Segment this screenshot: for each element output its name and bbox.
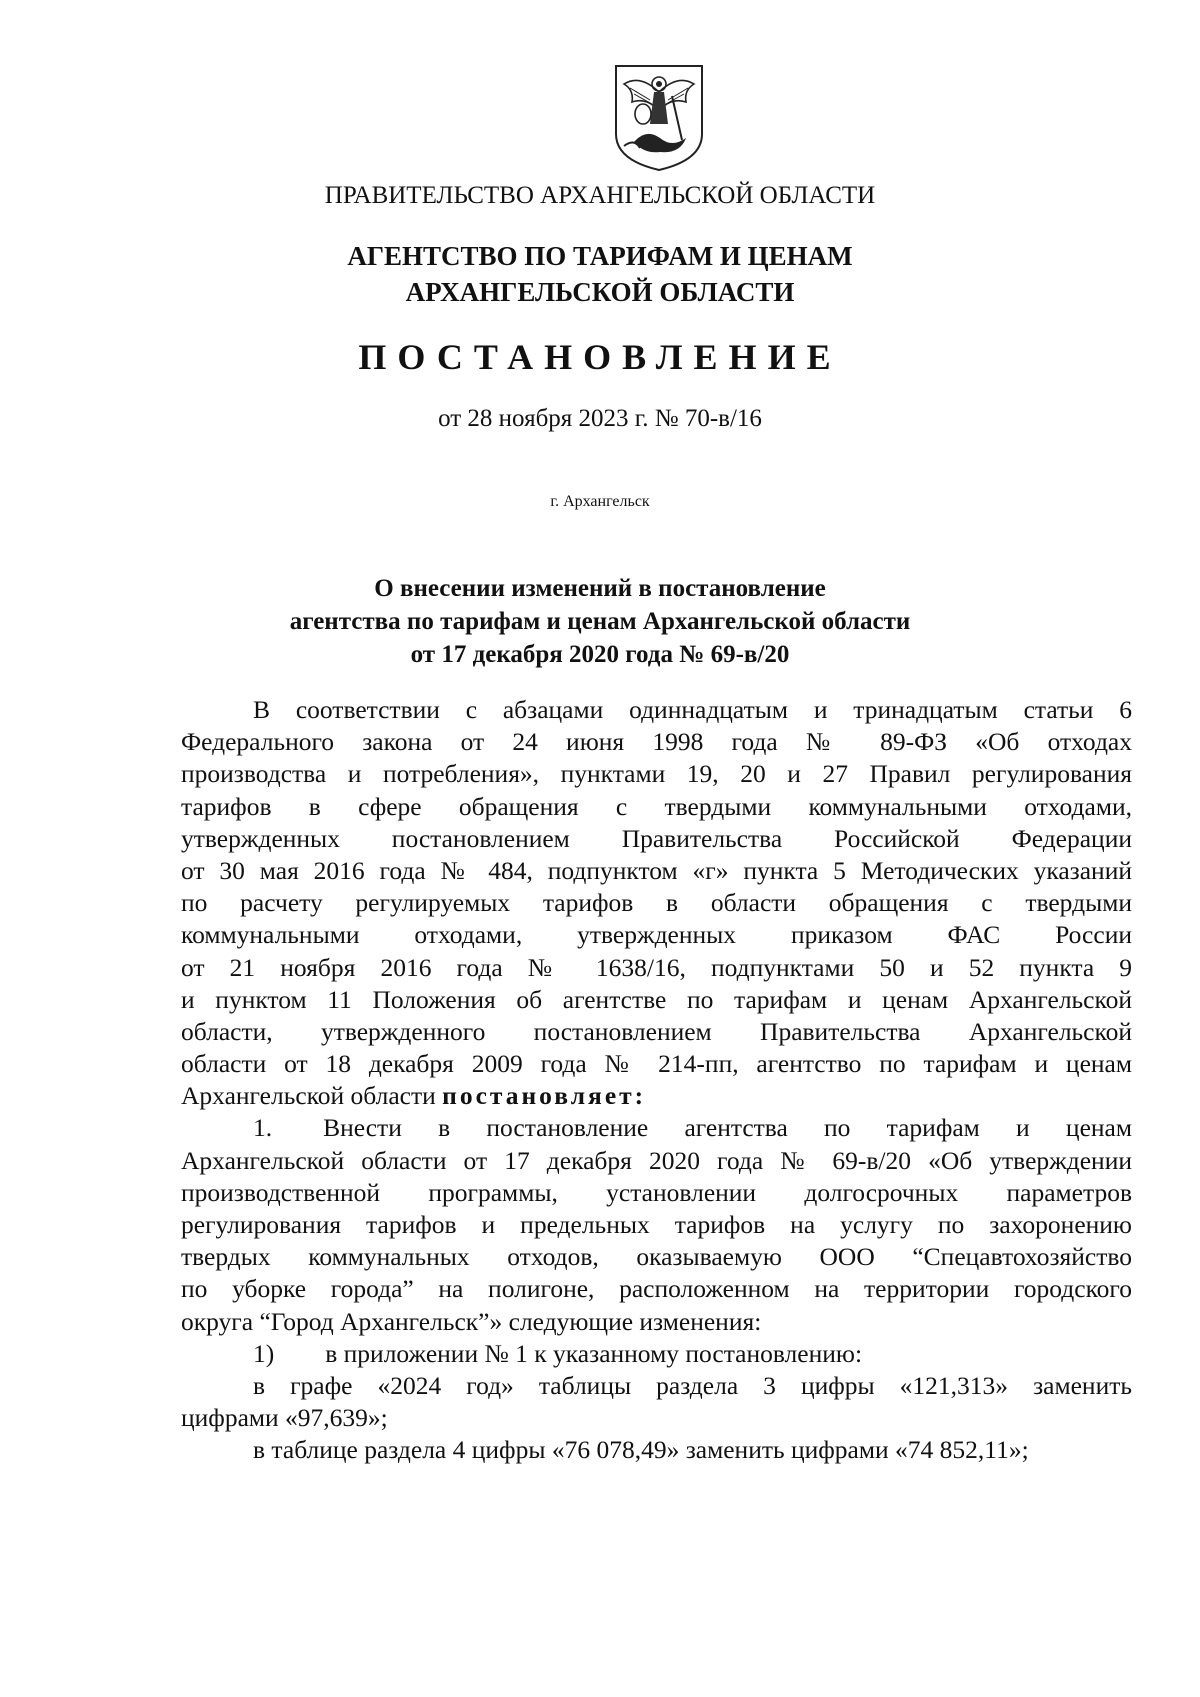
change-line: цифрами «97,639»; — [181, 1403, 388, 1433]
paragraph-last-line — [181, 1080, 1132, 1112]
paragraph-line: Федерального закона от 24 июня 1998 года № 89-ФЗ «Об отходах — [181, 727, 1132, 757]
resolves-keyword: постановляет: — [442, 1081, 647, 1111]
change-line: в графе «2024 год» таблицы раздела 3 цифры «121,313» заменить — [253, 1370, 1132, 1400]
paragraph-line: округа “Город Архангельск”» следующие изменения: — [181, 1306, 762, 1336]
agency-name-line: АРХАНГЕЛЬСКОЙ ОБЛАСТИ — [405, 277, 795, 307]
paragraph-line: регулирования тарифов и предельных тарифов на услугу по захоронению — [181, 1210, 1132, 1239]
agency-name-line: АГЕНТСТВО ПО ТАРИФАМ И ЦЕНАМ — [347, 241, 853, 271]
paragraph-line: производственной программы, установлении долгосрочных параметров — [181, 1177, 1132, 1207]
title-line: О внесении изменений в постановление — [374, 575, 826, 602]
item-1-text: Внести в постановление агентства по тарифам и ценам — [323, 1113, 1132, 1143]
title-line: агентства по тарифам и ценам Архангельской области — [289, 608, 911, 635]
paragraph-line: от 21 ноября 2016 года № 1638/16, подпунктами 50 и 52 пункта 9 — [181, 952, 1132, 982]
document-city: г. Архангельск — [550, 493, 650, 510]
subitem-1 — [181, 1338, 1132, 1370]
paragraph-line: по уборке города” на полигоне, расположенном на территории городского — [181, 1274, 1132, 1304]
subitem-1-number: 1) — [253, 1338, 275, 1368]
document-title — [0, 572, 1200, 671]
document-date-number: от 28 ноября 2023 г. № 70-в/16 — [438, 405, 762, 432]
subitem-1-text: в приложении № 1 к указанному постановлению: — [325, 1338, 863, 1368]
change-line: в таблице раздела 4 цифры «76 078,49» заменить цифрами «74 852,11»; — [253, 1435, 1029, 1465]
item-1-first-line — [181, 1112, 1132, 1144]
archangel-coat-of-arms-icon — [610, 62, 708, 172]
paragraph-text: Архангельской области — [181, 1081, 436, 1111]
paragraph-line: утвержденных постановлением Правительства Российской Федерации — [181, 823, 1132, 853]
paragraph-line: от 30 мая 2016 года № 484, подпунктом «г» пункта 5 Методических указаний — [181, 855, 1132, 885]
paragraph-line: по расчету регулируемых тарифов в области обращения с твердыми — [181, 888, 1132, 918]
paragraph-line: области от 18 декабря 2009 года № 214-пп, агентство по тарифам и ценам — [181, 1049, 1132, 1079]
paragraph-line: коммунальными отходами, утвержденных приказом ФАС России — [181, 920, 1132, 950]
document-type: ПОСТАНОВЛЕНИЕ — [358, 337, 842, 377]
document-body — [181, 694, 1132, 1467]
paragraph-line: области, утвержденного постановлением Правительства Архангельской — [181, 1016, 1132, 1046]
paragraph-line: твердых коммунальных отходов, оказываемую ООО “Спецавтохозяйство — [181, 1242, 1132, 1272]
government-name: ПРАВИТЕЛЬСТВО АРХАНГЕЛЬСКОЙ ОБЛАСТИ — [324, 182, 876, 209]
paragraph-line: производства и потребления», пунктами 19, 20 и 27 Правил регулирования — [181, 759, 1132, 789]
paragraph-line: и пунктом 11 Положения об агентстве по тарифам и ценам Архангельской — [181, 984, 1132, 1014]
paragraph-line: В соответствии с абзацами одиннадцатым и тринадцатым статьи 6 — [253, 695, 1132, 724]
agency-name — [0, 238, 1200, 310]
item-1-number: 1. — [253, 1113, 273, 1143]
paragraph-line: тарифов в сфере обращения с твердыми коммунальными отходами, — [181, 791, 1132, 821]
paragraph-line: Архангельской области от 17 декабря 2020 года № 69-в/20 «Об утверждении — [181, 1145, 1132, 1175]
title-line: от 17 декабря 2020 года № 69-в/20 — [410, 641, 790, 668]
